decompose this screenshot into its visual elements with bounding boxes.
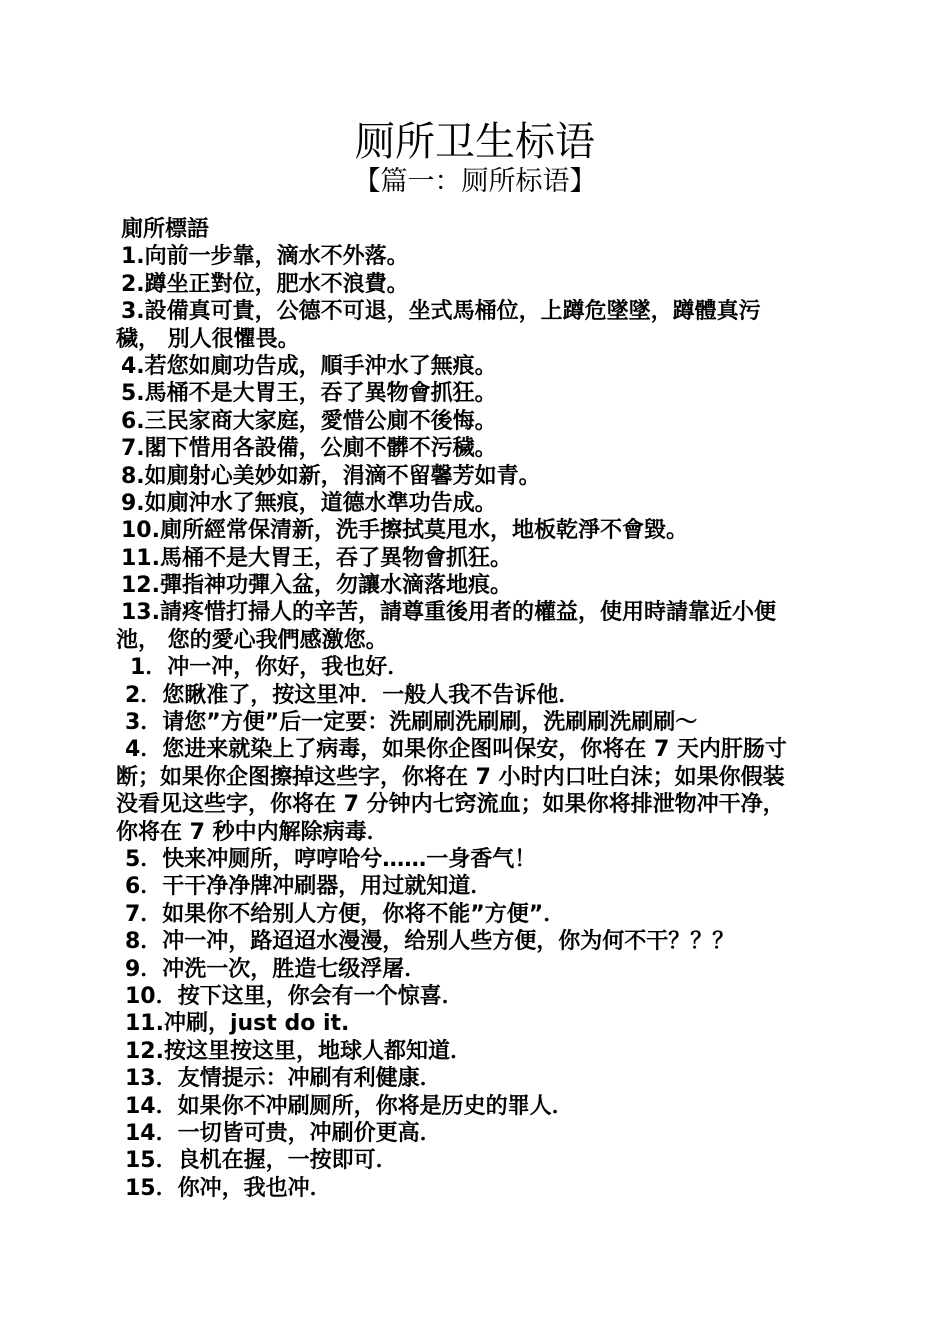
text-line: 15．你冲，我也冲． [125, 1175, 332, 1201]
document-body [116, 216, 840, 1202]
text-line: 7．如果你不给别人方便，你将不能”方便”． [125, 901, 566, 927]
text-line: 5．快来冲厕所，哼哼哈兮……一身香气！ [125, 846, 537, 872]
text-line: 14．一切皆可贵，冲刷价更高． [125, 1120, 442, 1146]
text-line: 断；如果你企图擦掉这些字，你将在 7 小时内口吐白沫；如果你假装 [116, 764, 785, 790]
text-line: 2.蹲坐正對位，肥水不浪費。 [121, 271, 409, 297]
text-line: 12.彈指神功彈入盆，勿讓水滴落地痕。 [121, 573, 512, 599]
document-subtitle: 【篇一：厕所标语】 [353, 166, 597, 197]
text-line: 7.閣下惜用各設備，公廁不髒不污穢。 [121, 436, 497, 462]
text-line: 11.冲刷，just do it. [125, 1011, 350, 1037]
text-line: 你将在 7 秒中内解除病毒． [116, 819, 389, 845]
text-line: 3．请您”方便”后一定要：洗刷刷洗刷刷，洗刷刷洗刷刷～ [125, 710, 698, 736]
text-line: 8．冲一冲，路迢迢水漫漫，给别人些方便，你为何不干？？？ [125, 929, 735, 955]
section-heading: 廁所標語 [121, 217, 210, 242]
text-line: 13．友情提示：冲刷有利健康． [125, 1066, 442, 1092]
text-line: 10.廁所經常保清新，洗手擦拭莫甩水，地板乾淨不會毀。 [121, 518, 688, 544]
text-line: 2．您瞅准了，按这里冲．一般人我不告诉他． [125, 682, 581, 708]
text-line: 6．干干净净牌冲刷器，用过就知道． [125, 874, 493, 900]
document-title: 厕所卫生标语 [355, 119, 595, 165]
text-line: 1．冲一冲，你好，我也好． [130, 655, 410, 681]
text-line: 5.馬桶不是大胃王，吞了異物會抓狂。 [121, 381, 497, 407]
text-line: 15．良机在握，一按即可． [125, 1148, 398, 1174]
text-line: 10．按下这里，你会有一个惊喜． [125, 983, 464, 1009]
text-line: 14．如果你不冲刷厕所，你将是历史的罪人． [125, 1093, 574, 1119]
text-line: 没看见这些字，你将在 7 分钟内七窍流血；如果你将排泄物冲干净， [116, 792, 785, 818]
text-line: 6.三民家商大家庭，愛惜公廁不後悔。 [121, 408, 497, 434]
text-line: 9．冲洗一次，胜造七级浮屠． [125, 956, 427, 982]
text-line: 4．您进来就染上了病毒，如果你企图叫保安，你将在 7 天内肝肠寸 [125, 737, 787, 763]
text-line: 8.如廁射心美妙如新，涓滴不留馨芳如青。 [121, 463, 541, 489]
text-line: 池， 您的愛心我們感激您。 [116, 627, 388, 653]
text-line: 9.如廁沖水了無痕，道德水準功告成。 [121, 490, 497, 516]
text-line: 4.若您如廁功告成，順手沖水了無痕。 [121, 353, 497, 379]
text-line: 1.向前一步靠，滴水不外落。 [121, 244, 409, 270]
text-line: 11.馬桶不是大胃王，吞了異物會抓狂。 [121, 545, 512, 571]
text-line: 3.設備真可貴，公德不可退，坐式馬桶位，上蹲危墜墜，蹲體真污 [121, 299, 761, 325]
text-line: 12.按这里按这里，地球人都知道． [125, 1038, 472, 1064]
text-line: 13.請疼惜打掃人的辛苦，請尊重後用者的權益，使用時請靠近小便 [121, 600, 776, 626]
text-line: 穢， 別人很懼畏。 [116, 326, 300, 352]
